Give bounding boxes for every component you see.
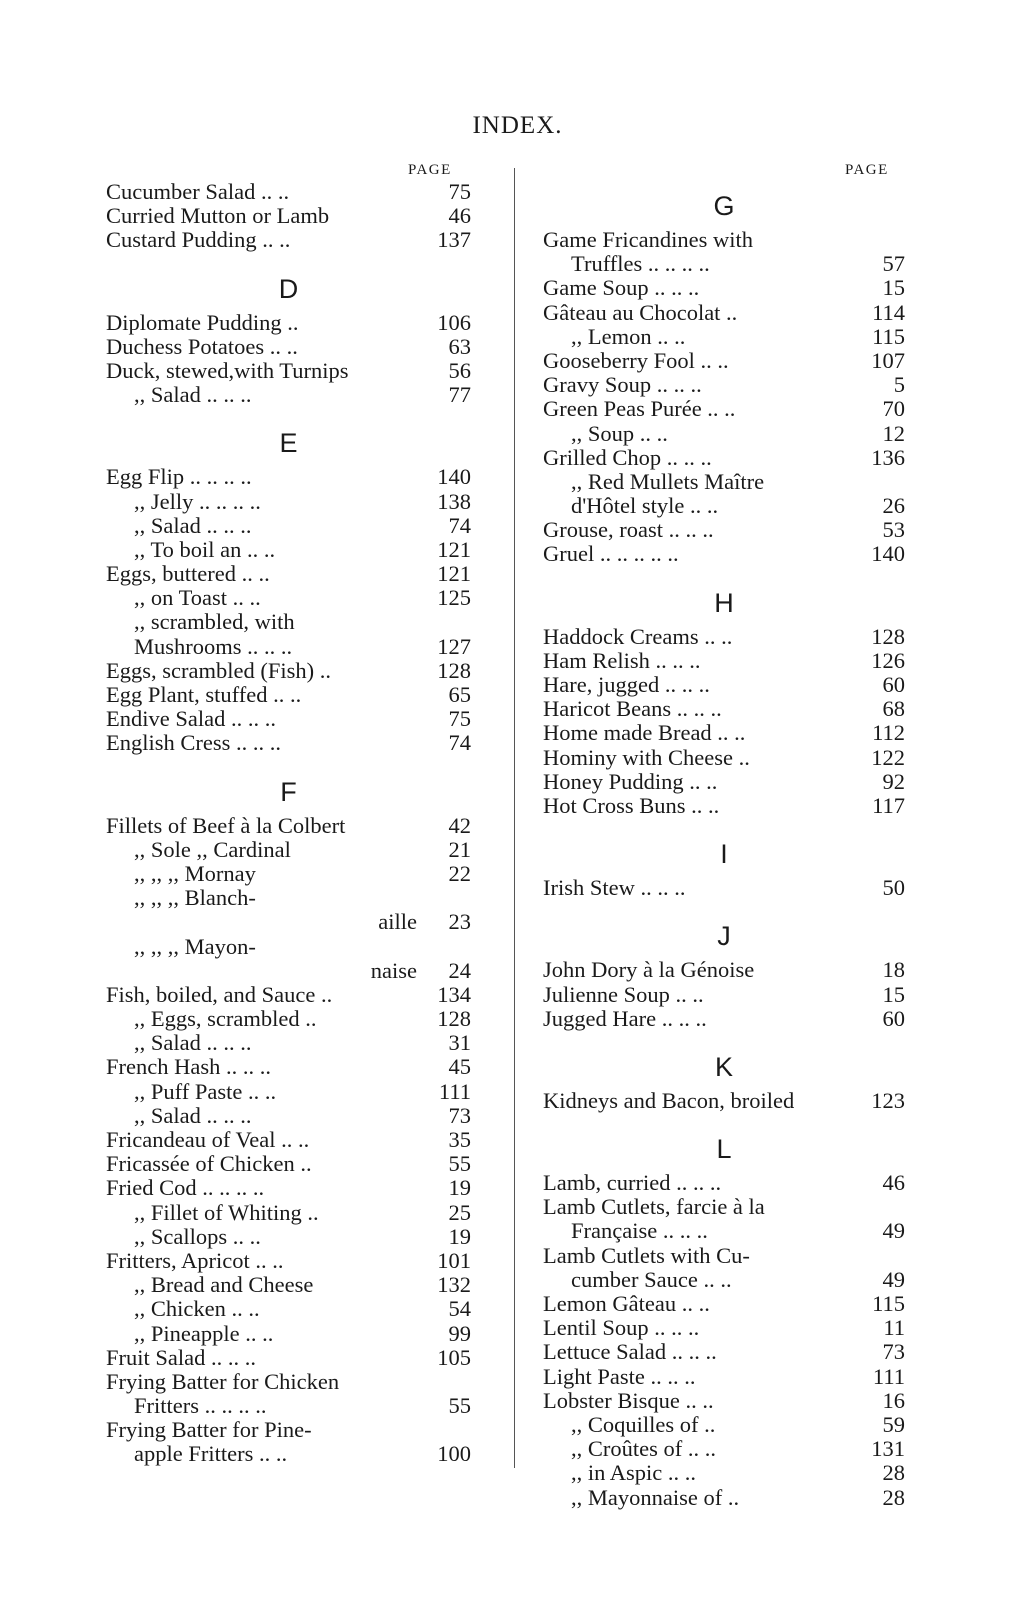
entry-page-number: 131 <box>871 1436 905 1462</box>
entry-page-number: 60 <box>882 1005 905 1031</box>
entry-page-number: 54 <box>448 1296 471 1322</box>
index-entry <box>106 1128 471 1152</box>
index-entry <box>543 1171 905 1195</box>
entry-page-number: 75 <box>448 706 471 732</box>
entry-name: Cucumber Salad .. .. <box>106 180 290 204</box>
entry-page-number: 49 <box>882 1266 905 1292</box>
entry-name: ,, Fillet of Whiting .. <box>134 1200 319 1225</box>
entry-name: ,, in Aspic .. .. <box>571 1461 697 1486</box>
index-entry <box>543 1316 905 1340</box>
index-entry <box>543 1268 905 1292</box>
entry-page-number: 68 <box>882 696 905 722</box>
index-entry <box>543 542 905 566</box>
index-entry <box>543 794 905 818</box>
index-entry <box>106 1322 471 1346</box>
entry-name: Gooseberry Fool .. .. <box>543 348 729 373</box>
index-entry <box>106 610 471 634</box>
entry-name: Haddock Creams .. .. <box>543 624 733 649</box>
index-entry <box>106 1201 471 1225</box>
entry-name: Gruel .. .. .. .. .. <box>543 542 679 567</box>
index-entry <box>543 373 905 397</box>
entry-page-number: 101 <box>437 1247 471 1273</box>
entry-name: John Dory à la Génoise <box>543 958 755 983</box>
index-entry <box>106 683 471 707</box>
entry-name: Game Soup .. .. .. <box>543 276 700 301</box>
entry-page-number: 134 <box>437 981 471 1007</box>
entry-name: ,, ,, ,, Mayon- <box>134 934 256 959</box>
index-entry <box>543 958 905 982</box>
entry-name: ,, Mayonnaise of .. <box>571 1485 740 1510</box>
index-entry <box>106 204 471 228</box>
index-entry <box>543 1413 905 1437</box>
index-entry <box>106 1225 471 1249</box>
entry-page-number: 105 <box>437 1344 471 1370</box>
entry-name: Irish Stew .. .. .. <box>543 876 686 901</box>
entry-name: Lemon Gâteau .. .. <box>543 1292 710 1316</box>
index-entry <box>106 586 471 610</box>
entry-name: d'Hôtel style .. .. <box>571 494 719 519</box>
entry-name: Hominy with Cheese .. <box>543 745 750 770</box>
entry-name: ,, Croûtes of .. .. <box>571 1437 716 1462</box>
entry-name: Lobster Bisque .. .. <box>543 1388 714 1413</box>
entry-name: ,, Eggs, scrambled .. <box>134 1007 317 1032</box>
index-entry <box>106 1104 471 1128</box>
index-entry <box>106 1442 471 1466</box>
entry-page-number: 125 <box>437 585 471 611</box>
section-spacer <box>106 253 471 263</box>
index-entry <box>106 562 471 586</box>
entry-page-number: 115 <box>872 1291 905 1316</box>
entry-name: ,, Pineapple .. .. <box>134 1321 274 1346</box>
entry-name: ,, Jelly .. .. .. .. <box>134 489 261 514</box>
index-entry <box>543 1437 905 1461</box>
entry-page-number: 56 <box>448 357 471 383</box>
entry-page-number: 112 <box>872 720 905 746</box>
entry-page-number: 60 <box>882 672 905 697</box>
page-title: INDEX. <box>472 112 563 139</box>
index-entry <box>543 673 905 697</box>
entry-name: Fried Cod .. .. .. .. <box>106 1176 265 1201</box>
entry-page-number: 128 <box>871 623 905 649</box>
section-spacer <box>106 407 471 417</box>
entry-name: Light Paste .. .. .. <box>543 1364 696 1389</box>
entry-name: Lamb Cutlets with Cu- <box>543 1243 750 1268</box>
entry-page-number: 106 <box>437 309 471 335</box>
index-entry <box>543 1007 905 1031</box>
index-entry <box>543 1461 905 1485</box>
index-entry <box>543 470 905 494</box>
entry-name: Egg Plant, stuffed .. .. <box>106 683 302 707</box>
entry-page-number: 50 <box>882 875 905 901</box>
entry-page-number: 55 <box>448 1393 471 1419</box>
entry-page-number: 59 <box>882 1411 905 1437</box>
entry-name: Fruit Salad .. .. .. <box>106 1345 256 1370</box>
entry-page-number: 128 <box>437 1006 471 1032</box>
entry-page-number: 46 <box>882 1170 905 1196</box>
index-entry <box>543 1195 905 1219</box>
section-letter: H <box>714 587 734 618</box>
entry-page-number: 122 <box>871 744 905 770</box>
entry-name: ,, Puff Paste .. .. <box>134 1079 277 1104</box>
entry-page-number: 19 <box>448 1175 471 1201</box>
entry-page-number: 75 <box>448 179 471 204</box>
entry-page-number: 21 <box>448 836 471 862</box>
entry-name: ,, Scallops .. .. <box>134 1224 261 1249</box>
entry-page-number: 74 <box>448 730 471 756</box>
section-letter: D <box>278 273 299 304</box>
entry-name: Grilled Chop .. .. .. <box>543 445 712 470</box>
section-letter: L <box>716 1134 732 1165</box>
entry-name: Egg Flip .. .. .. .. <box>106 465 252 490</box>
entry-page-number: 12 <box>882 420 905 446</box>
entry-page-number: 92 <box>882 768 905 794</box>
entry-name: Mushrooms .. .. .. <box>134 634 293 659</box>
entry-page-number: 31 <box>448 1030 471 1056</box>
section-letter: G <box>713 191 735 221</box>
entry-page-number: 117 <box>872 792 905 818</box>
entry-page-number: 65 <box>448 682 471 707</box>
entry-page-number: 77 <box>448 382 471 408</box>
entry-page-number: 111 <box>872 1363 905 1389</box>
entry-name: ,, Lemon .. .. <box>571 324 686 349</box>
entry-page-number: 19 <box>448 1223 471 1249</box>
entry-name: Truffles .. .. .. .. <box>571 252 710 277</box>
entry-page-number: 99 <box>448 1320 471 1346</box>
entry-page-number: 45 <box>448 1054 471 1080</box>
entry-name: Duck, stewed,with Turnips <box>106 358 349 383</box>
index-entry <box>543 446 905 470</box>
entry-name: ,, Salad .. .. .. <box>134 1031 252 1056</box>
index-entry <box>543 721 905 745</box>
entry-name: ,, Salad .. .. .. <box>134 383 252 408</box>
entry-name: Gâteau au Chocolat .. <box>543 300 738 325</box>
entry-page-number: 73 <box>882 1339 905 1365</box>
index-entry <box>106 838 471 862</box>
index-entry <box>106 731 471 755</box>
entry-page-number: 132 <box>437 1272 471 1298</box>
entry-page-number: 25 <box>448 1199 471 1225</box>
index-entry <box>543 301 905 325</box>
section-spacer <box>106 756 471 766</box>
entry-page-number: 128 <box>437 657 471 683</box>
index-list-left <box>106 180 471 1467</box>
entry-name: ,, Salad .. .. .. <box>134 1103 252 1128</box>
entry-page-number: 114 <box>872 299 905 325</box>
entry-name: apple Fritters .. .. <box>134 1442 288 1467</box>
section-spacer <box>543 1113 905 1123</box>
index-entry <box>106 1152 471 1176</box>
entry-page-number: 23 <box>448 909 471 935</box>
entry-name: Fritters, Apricot .. .. <box>106 1248 284 1273</box>
entry-name: naise <box>370 958 417 983</box>
entry-page-number: 42 <box>448 812 471 838</box>
index-entry <box>106 490 471 514</box>
entry-name: Française .. .. .. <box>571 1219 708 1244</box>
entry-page-number: 55 <box>448 1151 471 1177</box>
index-entry <box>543 1340 905 1364</box>
index-entry <box>106 959 471 983</box>
entry-name: Lentil Soup .. .. .. <box>543 1316 700 1341</box>
index-entry <box>106 1346 471 1370</box>
entry-page-number: 127 <box>437 633 471 659</box>
index-entry <box>106 1080 471 1104</box>
entry-name: Frying Batter for Chicken <box>106 1369 340 1394</box>
index-entry <box>106 635 471 659</box>
index-entry <box>106 465 471 489</box>
entry-page-number: 57 <box>882 251 905 277</box>
index-entry <box>106 886 471 910</box>
entry-name: ,, ,, ,, Mornay <box>134 861 256 886</box>
entry-page-number: 100 <box>437 1441 471 1467</box>
entry-page-number: 15 <box>882 275 905 301</box>
entry-name: Game Fricandines with <box>543 228 753 252</box>
entry-name: ,, Chicken .. .. <box>134 1297 260 1322</box>
entry-name: Grouse, roast .. .. .. <box>543 518 714 543</box>
entry-name: Jugged Hare .. .. .. <box>543 1006 707 1031</box>
column-divider <box>514 168 515 1468</box>
section-letter: E <box>279 428 298 459</box>
index-entry <box>106 814 471 838</box>
entry-name: Gravy Soup .. .. .. <box>543 373 702 398</box>
section-letter: F <box>280 776 297 807</box>
index-entry <box>543 770 905 794</box>
index-entry <box>543 494 905 518</box>
entry-page-number: 140 <box>437 464 471 490</box>
index-entry <box>543 625 905 649</box>
entry-name: Eggs, buttered .. .. <box>106 562 270 587</box>
section-spacer <box>543 900 905 910</box>
entry-name: ,, on Toast .. .. <box>134 586 261 611</box>
entry-page-number: 16 <box>882 1387 905 1413</box>
entry-name: ,, Bread and Cheese <box>134 1273 314 1298</box>
index-entry <box>106 1297 471 1321</box>
index-entry <box>106 180 471 204</box>
entry-page-number: 123 <box>871 1087 905 1113</box>
index-entry <box>543 1486 905 1510</box>
entry-name: Fricandeau of Veal .. .. <box>106 1128 310 1152</box>
entry-page-number: 35 <box>448 1127 471 1152</box>
entry-name: Frying Batter for Pine- <box>106 1418 312 1443</box>
index-entry <box>543 1292 905 1316</box>
section-letter: J <box>717 921 731 952</box>
index-entry <box>543 1389 905 1413</box>
index-entry <box>106 335 471 359</box>
index-entry <box>106 1394 471 1418</box>
index-entry <box>543 1365 905 1389</box>
index-entry <box>106 707 471 731</box>
index-entry <box>106 1273 471 1297</box>
index-entry <box>543 252 905 276</box>
entry-page-number: 136 <box>871 444 905 470</box>
index-entry <box>106 359 471 383</box>
entry-name: Curried Mutton or Lamb <box>106 204 330 229</box>
index-entry <box>543 1219 905 1243</box>
entry-page-number: 26 <box>882 493 905 519</box>
entry-name: Lamb, curried .. .. .. <box>543 1171 722 1196</box>
entry-page-number: 121 <box>437 561 471 587</box>
entry-page-number: 73 <box>448 1102 471 1128</box>
entry-page-number: 70 <box>882 396 905 422</box>
entry-name: Custard Pudding .. .. <box>106 228 291 253</box>
index-entry <box>543 983 905 1007</box>
entry-page-number: 28 <box>882 1484 905 1510</box>
index-entry <box>543 746 905 770</box>
entry-name: Fillets of Beef à la Colbert <box>106 813 346 838</box>
entry-name: Fish, boiled, and Sauce .. <box>106 982 333 1007</box>
entry-page-number: 115 <box>872 323 905 349</box>
index-entry <box>543 1244 905 1268</box>
entry-page-number: 126 <box>871 647 905 673</box>
index-entry <box>106 1007 471 1031</box>
entry-name: Diplomate Pudding .. <box>106 310 299 335</box>
index-entry <box>106 383 471 407</box>
index-entry <box>543 325 905 349</box>
index-entry <box>106 1249 471 1273</box>
index-entry <box>543 518 905 542</box>
entry-name: Eggs, scrambled (Fish) .. <box>106 658 331 683</box>
index-entry <box>106 514 471 538</box>
index-entry <box>543 276 905 300</box>
index-entry <box>543 697 905 721</box>
entry-name: ,, ,, ,, Blanch- <box>134 886 256 911</box>
page-column-label: PAGE <box>845 162 889 178</box>
index-entry <box>106 862 471 886</box>
index-list-right <box>543 180 905 1510</box>
entry-name: Julienne Soup .. .. <box>543 982 704 1007</box>
page-column-label: PAGE <box>408 162 452 178</box>
entry-page-number: 107 <box>871 347 905 373</box>
entry-name: Kidneys and Bacon, broiled <box>543 1088 795 1113</box>
entry-page-number: 74 <box>448 512 471 538</box>
entry-name: ,, Salad .. .. .. <box>134 513 252 538</box>
entry-name: English Cress .. .. .. <box>106 731 282 756</box>
index-entry <box>106 910 471 934</box>
entry-page-number: 53 <box>882 517 905 543</box>
index-entry <box>106 1418 471 1442</box>
index-entry <box>106 1031 471 1055</box>
entry-name: ,, Red Mullets Maître <box>571 469 765 494</box>
entry-page-number: 22 <box>448 860 471 886</box>
entry-name: Haricot Beans .. .. .. <box>543 697 722 722</box>
entry-page-number: 5 <box>893 372 905 398</box>
index-entry <box>543 397 905 421</box>
entry-name: Lettuce Salad .. .. .. <box>543 1340 717 1365</box>
entry-page-number: 111 <box>438 1078 471 1104</box>
entry-name: Fricassée of Chicken .. <box>106 1152 312 1177</box>
index-entry <box>106 1370 471 1394</box>
entry-name: Home made Bread .. .. <box>543 721 746 746</box>
section-letter: K <box>714 1051 733 1082</box>
section-letter: I <box>720 839 728 870</box>
index-entry <box>106 935 471 959</box>
entry-page-number: 63 <box>448 333 471 359</box>
index-entry <box>543 876 905 900</box>
entry-page-number: 121 <box>437 536 471 562</box>
section-spacer <box>543 1031 905 1041</box>
index-entry <box>543 649 905 673</box>
entry-name: Ham Relish .. .. .. <box>543 648 701 673</box>
entry-page-number: 28 <box>882 1460 905 1486</box>
entry-page-number: 46 <box>448 203 471 229</box>
entry-name: ,, Coquilles of .. <box>571 1412 716 1437</box>
entry-name: aille <box>378 910 417 935</box>
entry-page-number: 15 <box>882 981 905 1007</box>
entry-name: Honey Pudding .. .. <box>543 769 718 794</box>
index-entry <box>106 1176 471 1200</box>
entry-name: ,, Soup .. .. <box>571 421 668 446</box>
index-entry <box>543 422 905 446</box>
entry-page-number: 49 <box>882 1218 905 1244</box>
entry-name: ,, scrambled, with <box>134 610 295 635</box>
index-entry <box>543 1089 905 1113</box>
index-entry <box>543 228 905 252</box>
entry-name: Fritters .. .. .. .. <box>134 1394 267 1419</box>
index-entry <box>106 311 471 335</box>
entry-page-number: 11 <box>883 1315 905 1341</box>
entry-name: French Hash .. .. .. <box>106 1055 271 1080</box>
section-spacer <box>543 818 905 828</box>
entry-name: Duchess Potatoes .. .. <box>106 334 298 359</box>
index-entry <box>106 228 471 252</box>
entry-page-number: 138 <box>437 488 471 514</box>
entry-page-number: 18 <box>882 957 905 983</box>
entry-name: Endive Salad .. .. .. <box>106 707 276 732</box>
entry-page-number: 24 <box>448 957 471 983</box>
entry-name: Lamb Cutlets, farcie à la <box>543 1195 765 1220</box>
index-entry <box>543 349 905 373</box>
index-entry <box>106 538 471 562</box>
entry-name: cumber Sauce .. .. <box>571 1267 732 1292</box>
entry-name: ,, Sole ,, Cardinal <box>134 837 291 862</box>
entry-name: Green Peas Purée .. .. <box>543 397 736 422</box>
section-spacer <box>543 567 905 577</box>
index-entry <box>106 1055 471 1079</box>
index-entry <box>106 659 471 683</box>
entry-page-number: 137 <box>437 227 471 253</box>
index-entry <box>106 983 471 1007</box>
entry-page-number: 140 <box>871 541 905 567</box>
entry-name: Hare, jugged .. .. .. <box>543 673 710 697</box>
entry-name: Hot Cross Buns .. .. <box>543 793 720 818</box>
entry-name: ,, To boil an .. .. <box>134 537 276 562</box>
